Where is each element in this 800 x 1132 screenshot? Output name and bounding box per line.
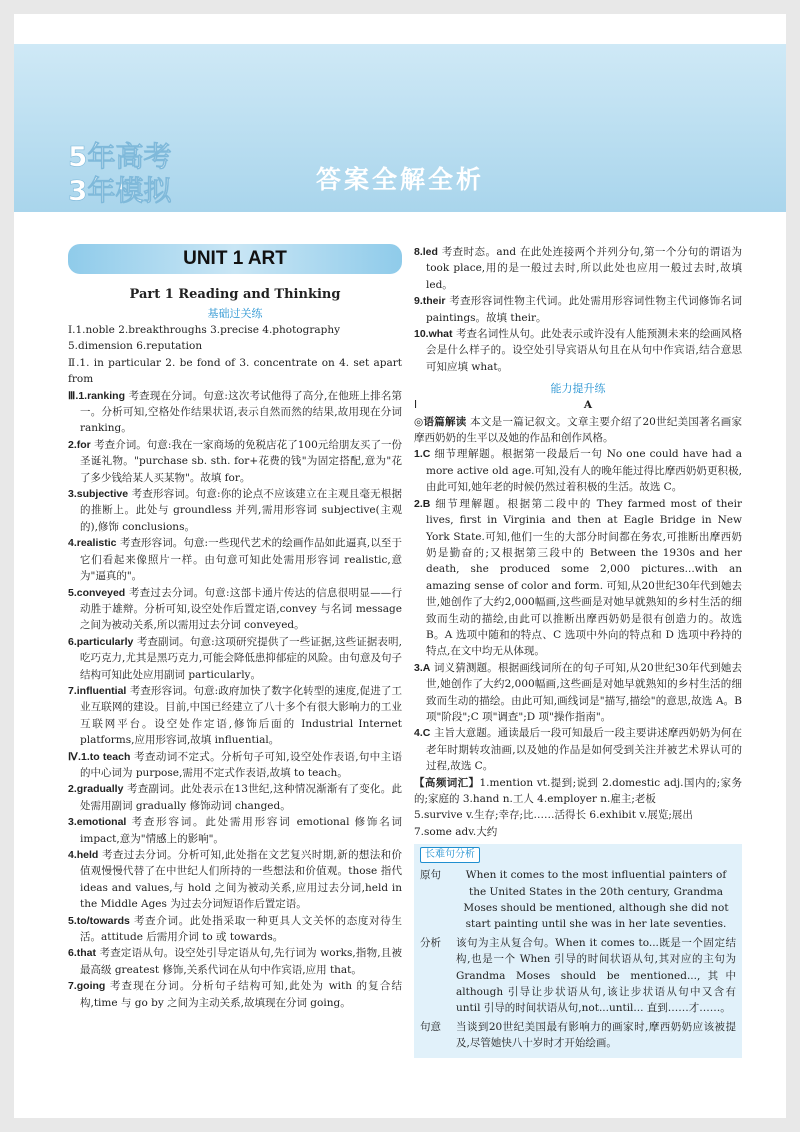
answer-num: 3.subjective bbox=[68, 488, 129, 501]
question-text: 细节理解题。根据第一段最后一句 No one could have had a more active old age.可知,没有人的晚年能过得比摩西奶奶更积极,由此可知,她年老的时候仍然过着积极的生活。故选 C。 bbox=[426, 448, 742, 494]
question-text: 词义猜测题。根据画线词所在的句子可知,从20世纪30年代到她去世,她创作了大约2,000幅画,这些画是对她早就熟知的乡村生活的细致而生动的描绘。由此可知,画线词是"描写,描绘"的意思,故选 A。B 项"阶段";C 项"调查";D 项"操作指南"。 bbox=[426, 661, 743, 723]
analysis-row-analysis bbox=[420, 935, 736, 1017]
answer-num: 5.conveyed bbox=[68, 586, 126, 599]
answer-item bbox=[68, 585, 402, 634]
left-answer-list bbox=[68, 388, 402, 1011]
answer-row-1b: 5.dimension 6.reputation bbox=[68, 340, 203, 353]
analysis-row-meaning bbox=[420, 1019, 736, 1052]
answer-item bbox=[414, 293, 742, 326]
banner bbox=[14, 14, 786, 214]
passage-tag-icon: ◎ bbox=[414, 415, 424, 428]
answer-text: 考查副词。句意:这项研究提供了一些证据,这些证据表明,吃巧克力,尤其是黑巧克力,可能会降低患抑郁症的风险。由句意及句子结构可知此处应用副词 particularly。 bbox=[80, 635, 402, 681]
answer-text: 考查时态。and 在此处连接两个并列分句,第一个分句的谓语为 took place,用的是一般过去时,所以此处也应用一般过去时,故填 led。 bbox=[426, 246, 742, 291]
answer-text: 考查介词。句意:我在一家商场的免税店花了100元给朋友买了一份圣诞礼物。"purchase sb. sth. for+花费的钱"为固定搭配,意为"花了多少钱给某人买某物"。故填 for。 bbox=[80, 438, 403, 484]
page-sheet bbox=[14, 14, 786, 1118]
answer-text: 考查现在分词。分析句子结构可知,此处为 with 的复合结构,time 与 go by 之间为主动关系,故填现在分词 going。 bbox=[80, 980, 402, 1009]
section-ability-title: 能力提升练 bbox=[550, 382, 606, 396]
answer-text: 考查现在分词。句意:这次考试他得了高分,在他班上排名第一。分析可知,空格处作结果状语,表示自然而然的结果,故用现在分词 ranking。 bbox=[80, 389, 402, 435]
answer-num: 10.what bbox=[414, 328, 453, 341]
passage-reading bbox=[414, 414, 742, 447]
answer-item bbox=[68, 535, 402, 584]
answer-num: 6.particularly bbox=[68, 635, 134, 648]
logo-line-1: 5年高考 bbox=[68, 140, 172, 173]
vocab-line-3: 7.some adv.大约 bbox=[414, 825, 498, 838]
answer-item bbox=[414, 244, 742, 293]
answer-num: 4.realistic bbox=[68, 537, 117, 550]
analysis-label: 分析 bbox=[420, 936, 441, 949]
answer-text: 考查过去分词。句意:这部卡通片传达的信息很明显——行动胜于雄辩。分析可知,设空处作后置定语,convey 与名词 message 之间为被动关系,所以需用过去分词 conveyed。 bbox=[80, 586, 402, 632]
passage-text: 本文是一篇记叙文。文章主要介绍了20世纪美国著名画家摩西奶奶的生平以及她的作品和创作风格。 bbox=[414, 415, 742, 445]
answer-text: 考查名词性从句。此处表示或许没有人能预测未来的绘画风格会是什么样子的。设空处引导宾语从句且在从句中作宾语,结合意思可知应填 what。 bbox=[426, 328, 742, 373]
answer-num: 5.to/towards bbox=[68, 914, 130, 927]
answer-item bbox=[68, 913, 402, 946]
left-column bbox=[68, 244, 402, 1011]
question-text: 主旨大意题。通读最后一段可知最后一段主要讲述摩西奶奶为何在老年时期转攻油画,以及她的作品是如何受到关注并被艺术界认可的过程,故选 C。 bbox=[426, 727, 743, 773]
answer-num: 3.emotional bbox=[68, 816, 127, 829]
sentence-analysis-box bbox=[414, 844, 742, 1057]
answer-num: 2.gradually bbox=[68, 783, 124, 796]
answer-item bbox=[414, 326, 742, 375]
passage-heading bbox=[414, 397, 742, 413]
banner-title: 答案全解全析 bbox=[315, 165, 484, 194]
answer-item bbox=[68, 388, 402, 437]
answer-num: Ⅲ.1.ranking bbox=[68, 389, 125, 402]
vocab-line-2: 5.survive v.生存;幸存;比……活得长 6.exhibit v.展览;展出 bbox=[414, 809, 693, 822]
answer-text: 考查副词。此处表示在13世纪,这种情况渐渐有了变化。此处需用副词 gradually 修饰动词 changed。 bbox=[80, 783, 402, 812]
answer-item bbox=[68, 486, 402, 535]
vocab-line-1 bbox=[414, 775, 742, 808]
answer-row-2: Ⅱ.1. in particular 2. be fond of 3. concentrate on 4. set apart from bbox=[68, 356, 402, 386]
answer-item bbox=[68, 978, 402, 1011]
answer-item bbox=[68, 683, 402, 749]
question-item bbox=[414, 660, 742, 726]
answer-num: 7.going bbox=[68, 980, 106, 993]
answer-item bbox=[68, 781, 402, 814]
analysis-text: When it comes to the most influential painters of the United States in the 20th century, Grandma Moses should be mentioned, although she did not start painting until she was in her late seventies. bbox=[463, 869, 729, 931]
answer-text: 考查形容词。此处需用形容词 emotional 修饰名词 impact,意为"情感上的影响"。 bbox=[80, 816, 402, 845]
answer-item bbox=[68, 634, 402, 683]
logo-line-2: 3年模拟 bbox=[68, 174, 172, 207]
answer-text: 考查形容词。句意:一些现代艺术的绘画作品如此逼真,以至于它们看起来像照片一样。由句意可知此处需用形容词 realistic,意为"逼真的"。 bbox=[80, 537, 402, 583]
answer-text: 考查形容词。句意:政府加快了数字化转型的速度,促进了工业互联网的建设。目前,中国已经建立了八十多个有很大影响力的工业互联网平台。设空处作定语,修饰后面的 Industrial Internet platforms,应用形容词,故填 influential。 bbox=[80, 684, 402, 747]
answer-item bbox=[68, 814, 402, 847]
question-num: 3.A bbox=[414, 661, 431, 674]
question-num: 1.C bbox=[414, 448, 431, 461]
answer-item bbox=[68, 847, 402, 913]
analysis-row-original bbox=[420, 867, 736, 933]
answer-item bbox=[68, 437, 402, 486]
unit-header: UNIT 1 ART bbox=[68, 244, 402, 274]
passage-tag: 语篇解读 bbox=[423, 415, 467, 428]
passage-label: A bbox=[583, 399, 592, 412]
answer-item bbox=[68, 749, 402, 782]
answer-item bbox=[68, 945, 402, 978]
vocab-text: 1.mention vt.提到;说到 2.domestic adj.国内的;家务的;家庭的 3.hand n.工人 4.employer n.雇主;老板 bbox=[414, 776, 743, 805]
answer-num: 8.led bbox=[414, 246, 438, 258]
section-roman-one: Ⅰ bbox=[414, 399, 418, 412]
analysis-text: 当谈到20世纪美国最有影响力的画家时,摩西奶奶应该被提及,尽管她快八十岁时才开始绘画。 bbox=[456, 1020, 736, 1050]
answer-text: 考查过去分词。分析可知,此处指在文艺复兴时期,新的想法和价值观慢慢代替了在中世纪人们所持的一些想法和价值观。those 指代 ideas and values,与 hold 之间为被动关系,应用过去分词,held in the Middle Ages 为过去分词短语作后置定语。 bbox=[80, 849, 402, 911]
answer-text: 考查介词。此处指采取一种更具人文关怀的态度对待生活。attitude 后需用介词 to 或 towards。 bbox=[80, 914, 403, 944]
question-num: 2.B bbox=[414, 497, 431, 510]
answer-row-1: Ⅰ.1.noble 2.breakthroughs 3.precise 4.photography bbox=[68, 324, 341, 336]
right-column bbox=[414, 244, 742, 1058]
question-item bbox=[414, 496, 742, 660]
answer-num: Ⅳ.1.to teach bbox=[68, 750, 131, 763]
answer-text: 考查形容词。句意:你的论点不应该建立在主观且毫无根据的推断上。此处与 groundless 并列,需用形容词 subjective(主观的),修饰 conclusions。 bbox=[80, 488, 402, 533]
analysis-label: 句意 bbox=[420, 1020, 441, 1033]
analysis-label: 原句 bbox=[420, 869, 441, 882]
analysis-tag: 长难句分析 bbox=[420, 847, 480, 863]
answer-text: 考查定语从句。设空处引导定语从句,先行词为 works,指物,且被最高级 greatest 修饰,关系代词在从句中作宾语,应用 that。 bbox=[80, 947, 402, 976]
answer-num: 6.that bbox=[68, 947, 97, 960]
question-num: 4.C bbox=[414, 727, 431, 740]
part-title: Part 1 Reading and Thinking bbox=[129, 287, 341, 302]
answer-num: 9.their bbox=[414, 295, 446, 308]
section-basic-title: 基础过关练 bbox=[207, 307, 263, 320]
analysis-text: 该句为主从复合句。When it comes to...既是一个固定结构,也是一个 When 引导的时间状语从句,其对应的主句为 Grandma Moses should be mentioned...,其中 although 引导让步状语从句,该让步状语从句中又含有 until 引导的时间状语从句,not...until... 直到……才……。 bbox=[456, 936, 736, 1015]
vocab-tag: 【高频词汇】 bbox=[414, 776, 480, 789]
answer-num: 2.for bbox=[68, 438, 91, 451]
answer-num: 7.influential bbox=[68, 684, 127, 697]
answer-text: 考查动词不定式。分析句子可知,设空处作表语,句中主语的中心词为 purpose,需用不定式作表语,故填 to teach。 bbox=[80, 750, 403, 779]
answer-text: 考查形容词性物主代词。此处需用形容词性物主代词修饰名词 paintings。故填 their。 bbox=[426, 295, 743, 324]
question-item bbox=[414, 446, 742, 495]
question-text: 细节理解题。根据第二段中的 They farmed most of their lives, first in Virginia and then at Eagle Bridge in New York State.可知,他们一生的大部分时间都在务农,可推断出摩西奶奶是勤奋的;又根据第三段中的 Between the 1930s and her death, she produced some 2,000 pictures...with an amazing sense of color and form. 可知,从20世纪30年代到她去世,她创作了大约2,000幅画,这些画是对她早就熟知的乡村生活的细致而生动的描绘,由此可以推断出摩西奶奶是很有创造力的。故选 B。A 选项中随和的特点、C 选项中外向的特点和 D 选项中矜持的特点,在文中均无从体现。 bbox=[426, 497, 742, 658]
answer-num: 4.held bbox=[68, 849, 99, 861]
question-item bbox=[414, 725, 742, 774]
